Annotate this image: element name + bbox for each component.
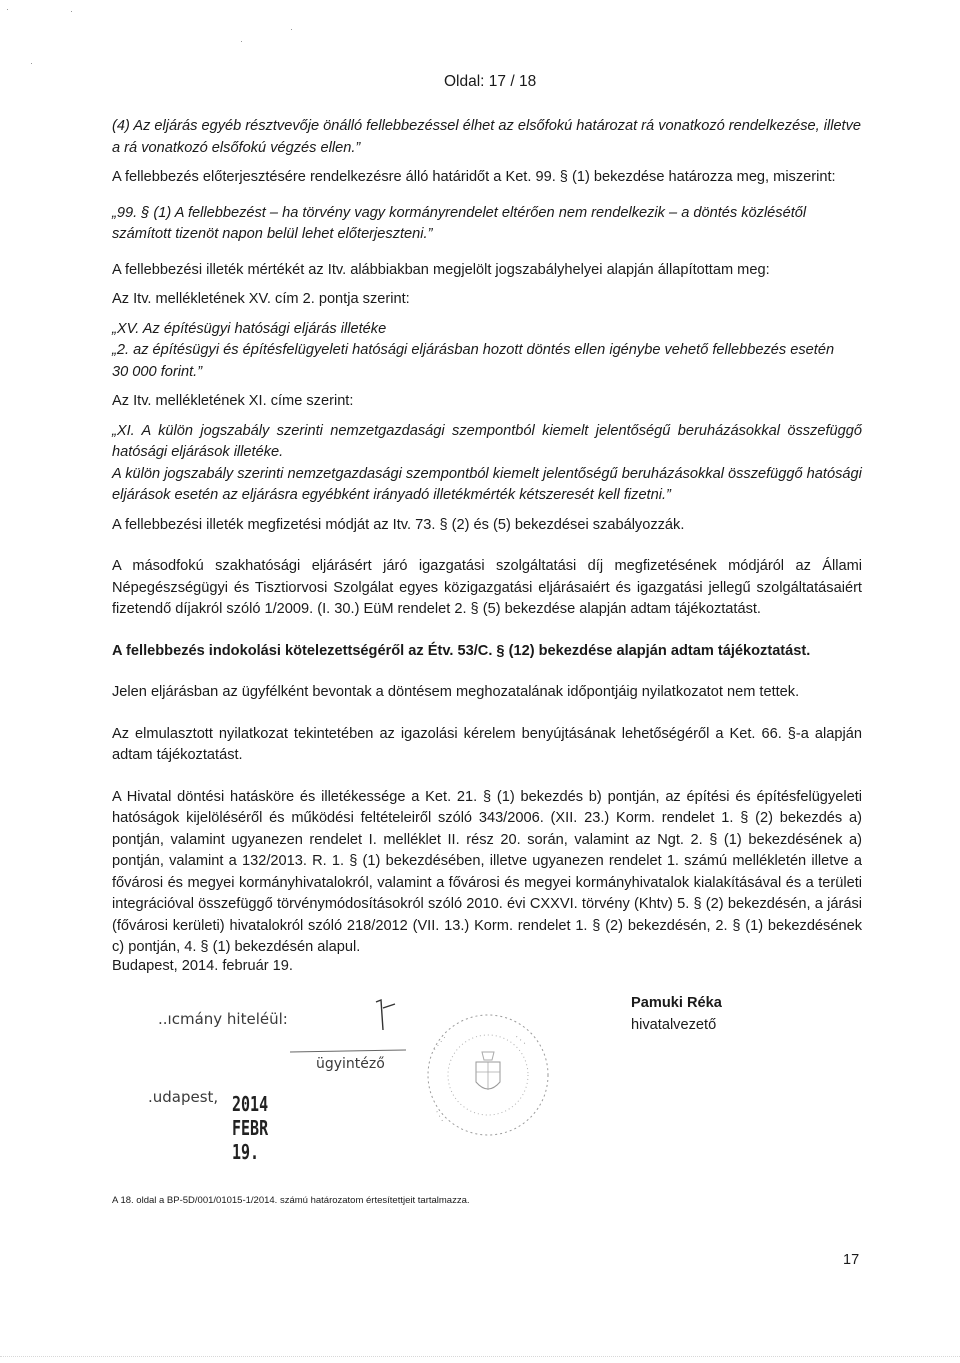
handwritten-signature-icon — [373, 996, 403, 1036]
paragraph-fee-basis: A fellebbezési illeték mértékét az Itv. alábbiakban megjelölt jogszabályhelyei alapján állapítottam meg: — [112, 261, 770, 278]
page-header: Oldal: 17 / 18 — [444, 73, 537, 90]
paragraph-no-statement: Jelen eljárásban az ügyfélként bevontak a döntésem meghozatalának időpontjáig nyilatkozatot nem tettek. — [112, 684, 800, 700]
paragraph-second-instance-fee: A másodfokú szakhatósági eljárásért járó igazgatási szolgáltatási díj megfizetésének módjáról az Állami Népegészségügyi és Tisztiorvosi Szolgálat egyes közigazgatási eljárásaiért és igazgatási jellegű szolgáltatásaiért fizetendő díjakról szóló 1/2009. (I. 30.) EüM rendelet 2. § (5) bekezdése alapján adtam tájékoztatást. — [112, 558, 862, 617]
paragraph-itv-xv: Az Itv. mellékletének XV. cím 2. pontja szerint: — [112, 291, 410, 307]
quote-xv-2: „2. az építésügyi és építésfelügyeleti hatósági eljárásban hozott döntés ellen igénybe vehető fellebbezés esetén — [112, 342, 835, 358]
paragraph-itv-xi: Az Itv. mellékletének XI. címe szerint: — [112, 393, 354, 409]
quote-xi-body: A külön jogszabály szerinti nemzetgazdasági szempontból kiemelt jelentőségű beruházásokkal összefüggő hatósági eljárások esetén az eljárásra egyébként irányadó illetékmérték kétszeresét kell fizetni.” — [112, 465, 862, 503]
paragraph-competence: A Hivatal döntési hatásköre és illetékessége a Ket. 21. § (1) bekezdés b) pontján, az építési és építésfelügyeleti hatóságok kijelöléséről és működési feltételeiről szóló 343/2006. (XII. 23.) Korm. rendelet 1. § (2) bekezdés a) pontján, valamint ugyanezen rendelet I. melléklet II. rész 20. során, valamint az Ngt. 2. § (1) bekezdésének a) pontján, valamint a 132/2013. R. 1. § (1) bekezdésében, illetve ugyanezen rendelet 1. számú mellékletén illetve a fővárosi és megyei kormányhivatalokról, valamint a fővárosi és megyei kormányhivatalok kialakításával és a területi integrációval összefüggő törvénymódosításokról szóló 2010. évi CXXVI. törvény (Khtv) 5. § (2) bekezdésén, a járási (fővárosi kerületi) hivatalokról szóló 218/2012 (VII. 13.) Korm. rendelet 1. § (2) bekezdésén, 2. § (1) bekezdésének c) pontján, 4. § (1) bekezdésén alapul. — [112, 788, 862, 955]
stamp-signature-line — [288, 1044, 408, 1058]
svg-text:· · · ·: · · · · — [430, 1033, 449, 1054]
signer-name: Pamuki Réka — [631, 995, 722, 1011]
scan-speck: · — [6, 4, 9, 14]
svg-text:· · ·: · · · — [512, 1032, 529, 1048]
footer-note: A 18. oldal a BP-5D/001/01015-1/2014. számú határozatom értesítettjeit tartalmazza. — [112, 1195, 470, 1206]
scan-edge — [0, 1356, 960, 1357]
paragraph-appeal-participants: (4) Az eljárás egyéb résztvevője önálló fellebbezéssel élhet az elsőfokú határozat rá vonatkozó rendelkezése, illetve a rá vonatkozó elsőfokú végzés ellen.” — [112, 118, 862, 156]
quote-xi-title: „XI. A külön jogszabály szerinti nemzetgazdasági szempontból kiemelt jelentőségű beruházásokkal összefüggő hatósági eljárások illetéke. — [112, 422, 862, 460]
quote-ket-99: „99. § (1) A fellebbezést – ha törvény vagy kormányrendelet eltérően nem rendelkezik – a döntés közlésétől számított tizenöt napon belül lehet előterjeszteni.” — [112, 204, 807, 242]
scan-speck: · — [290, 24, 293, 34]
svg-text:· · ·: · · · — [432, 1108, 447, 1125]
paragraph-missed-statement: Az elmulasztott nyilatkozat tekintetében az igazolási kérelem benyújtásának lehetőségéről a Ket. 66. §-a alapján adtam tájékoztatást. — [112, 725, 862, 763]
quote-xv-title: „XV. Az építésügyi hatósági eljárás illetéke — [112, 320, 387, 337]
scan-speck: · — [30, 58, 33, 68]
stamp-place: .udapest, — [148, 1088, 219, 1106]
handwritten-stamp-date: 2014 FEBR 19. — [232, 1092, 269, 1164]
official-seal-icon — [418, 1000, 558, 1150]
page-number: 17 — [843, 1252, 860, 1268]
signer-title: hivatalvezető — [631, 1017, 717, 1033]
scan-speck: · — [240, 36, 243, 46]
signature-date: Budapest, 2014. február 19. — [112, 958, 293, 974]
document-body — [112, 116, 862, 959]
paragraph-justification-duty: A fellebbezés indokolási kötelezettségéről az Étv. 53/C. § (12) bekezdése alapján adtam tájékoztatást. — [112, 642, 811, 659]
quote-xv-amount: 30 000 forint.” — [112, 363, 203, 380]
paragraph-appeal-deadline: A fellebbezés előterjesztésére rendelkezésre álló határidőt a Ket. 99. § (1) bekezdése határozza meg, miszerint: — [112, 169, 836, 185]
scan-speck: · — [70, 6, 73, 16]
stamp-authentic-copy: ..ıcmány hiteléül: — [158, 1010, 288, 1028]
stamp-case-officer: ügyintéző — [316, 1056, 385, 1072]
signer-block — [631, 992, 722, 1036]
paragraph-fee-payment: A fellebbezési illeték megfizetési módját az Itv. 73. § (2) és (5) bekezdései szabályozzák. — [112, 516, 685, 533]
